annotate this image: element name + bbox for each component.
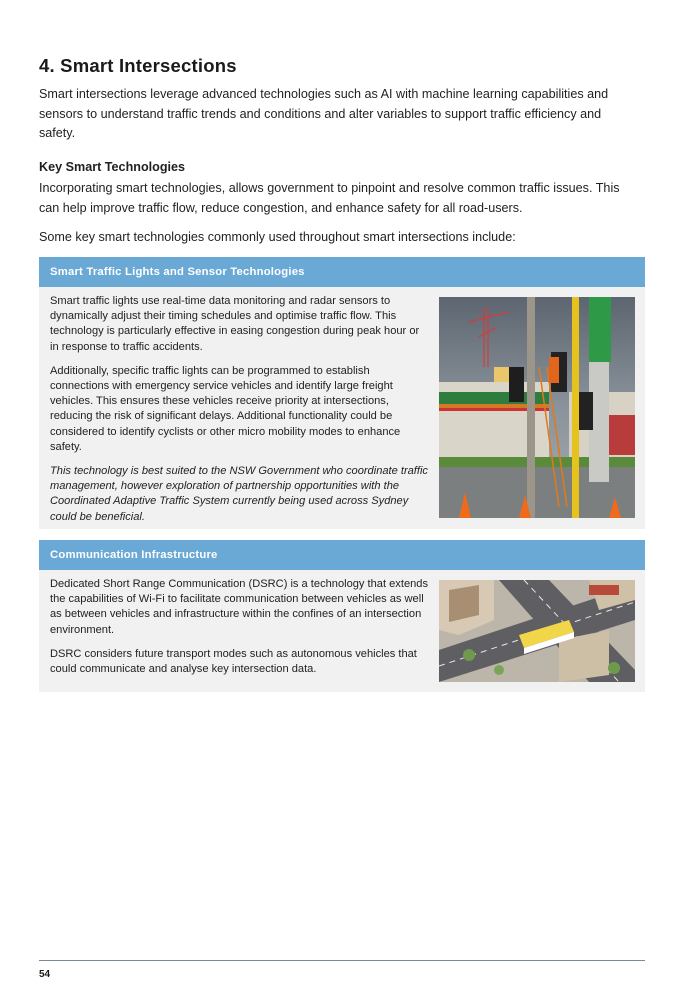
box-paragraph: DSRC considers future transport modes such as autonomous vehicles that could communicate and analyse key intersection data. xyxy=(50,647,417,676)
key-tech-list-intro: Some key smart technologies commonly used throughout smart intersections include: xyxy=(39,230,516,244)
smart-traffic-lights-box xyxy=(39,257,645,529)
key-tech-paragraph: Incorporating smart technologies, allows government to pinpoint and resolve common traffic issues. This can help improve traffic flow, reduce congestion, and enhance safety for all road-users. xyxy=(39,181,620,215)
page-number: 54 xyxy=(39,969,51,980)
box-heading: Smart Traffic Lights and Sensor Technologies xyxy=(39,257,645,287)
box-paragraph-italic: This technology is best suited to the NSW Government who coordinate traffic management, however exploration of partnership opportunities with the Coordinated Adaptive Traffic System currently being used across Sydney could be beneficial. xyxy=(50,465,428,523)
key-tech-heading: Key Smart Technologies xyxy=(39,160,186,174)
box-paragraph: Dedicated Short Range Communication (DSRC) is a technology that extends the capabilities of Wi-Fi to facilitate communication between vehicles as well as between vehicles and infrastructure within the confines of an intersection environment. xyxy=(50,578,428,636)
box-paragraph: Smart traffic lights use real-time data monitoring and radar sensors to dynamically adjust their timing schedules and optimise traffic flow. This technology is particularly effective in easing congestion during peak hour or in response to traffic accidents. xyxy=(50,295,420,353)
intersection-illustration xyxy=(439,580,635,682)
section-title: 4. Smart Intersections xyxy=(39,55,237,76)
traffic-lights-photo xyxy=(439,297,635,518)
footer-divider xyxy=(39,960,645,961)
box-text xyxy=(50,577,428,686)
box-text xyxy=(50,294,428,534)
intro-paragraph: Smart intersections leverage advanced technologies such as AI with machine learning capabilities and sensors to understand traffic trends and conditions and alter variables to support traffic efficiency and safety. xyxy=(39,87,609,140)
box-paragraph: Additionally, specific traffic lights can be programmed to establish connections with emergency service vehicles and identify large freight vehicles. This ensures these vehicles receive priority at intersections, reducing the risk of significant delays. Additional functionality could be considered to identify cyclists or other micro mobility modes to enhance safety. xyxy=(50,364,401,453)
box-heading: Communication Infrastructure xyxy=(39,540,645,570)
communication-infrastructure-box xyxy=(39,540,645,692)
